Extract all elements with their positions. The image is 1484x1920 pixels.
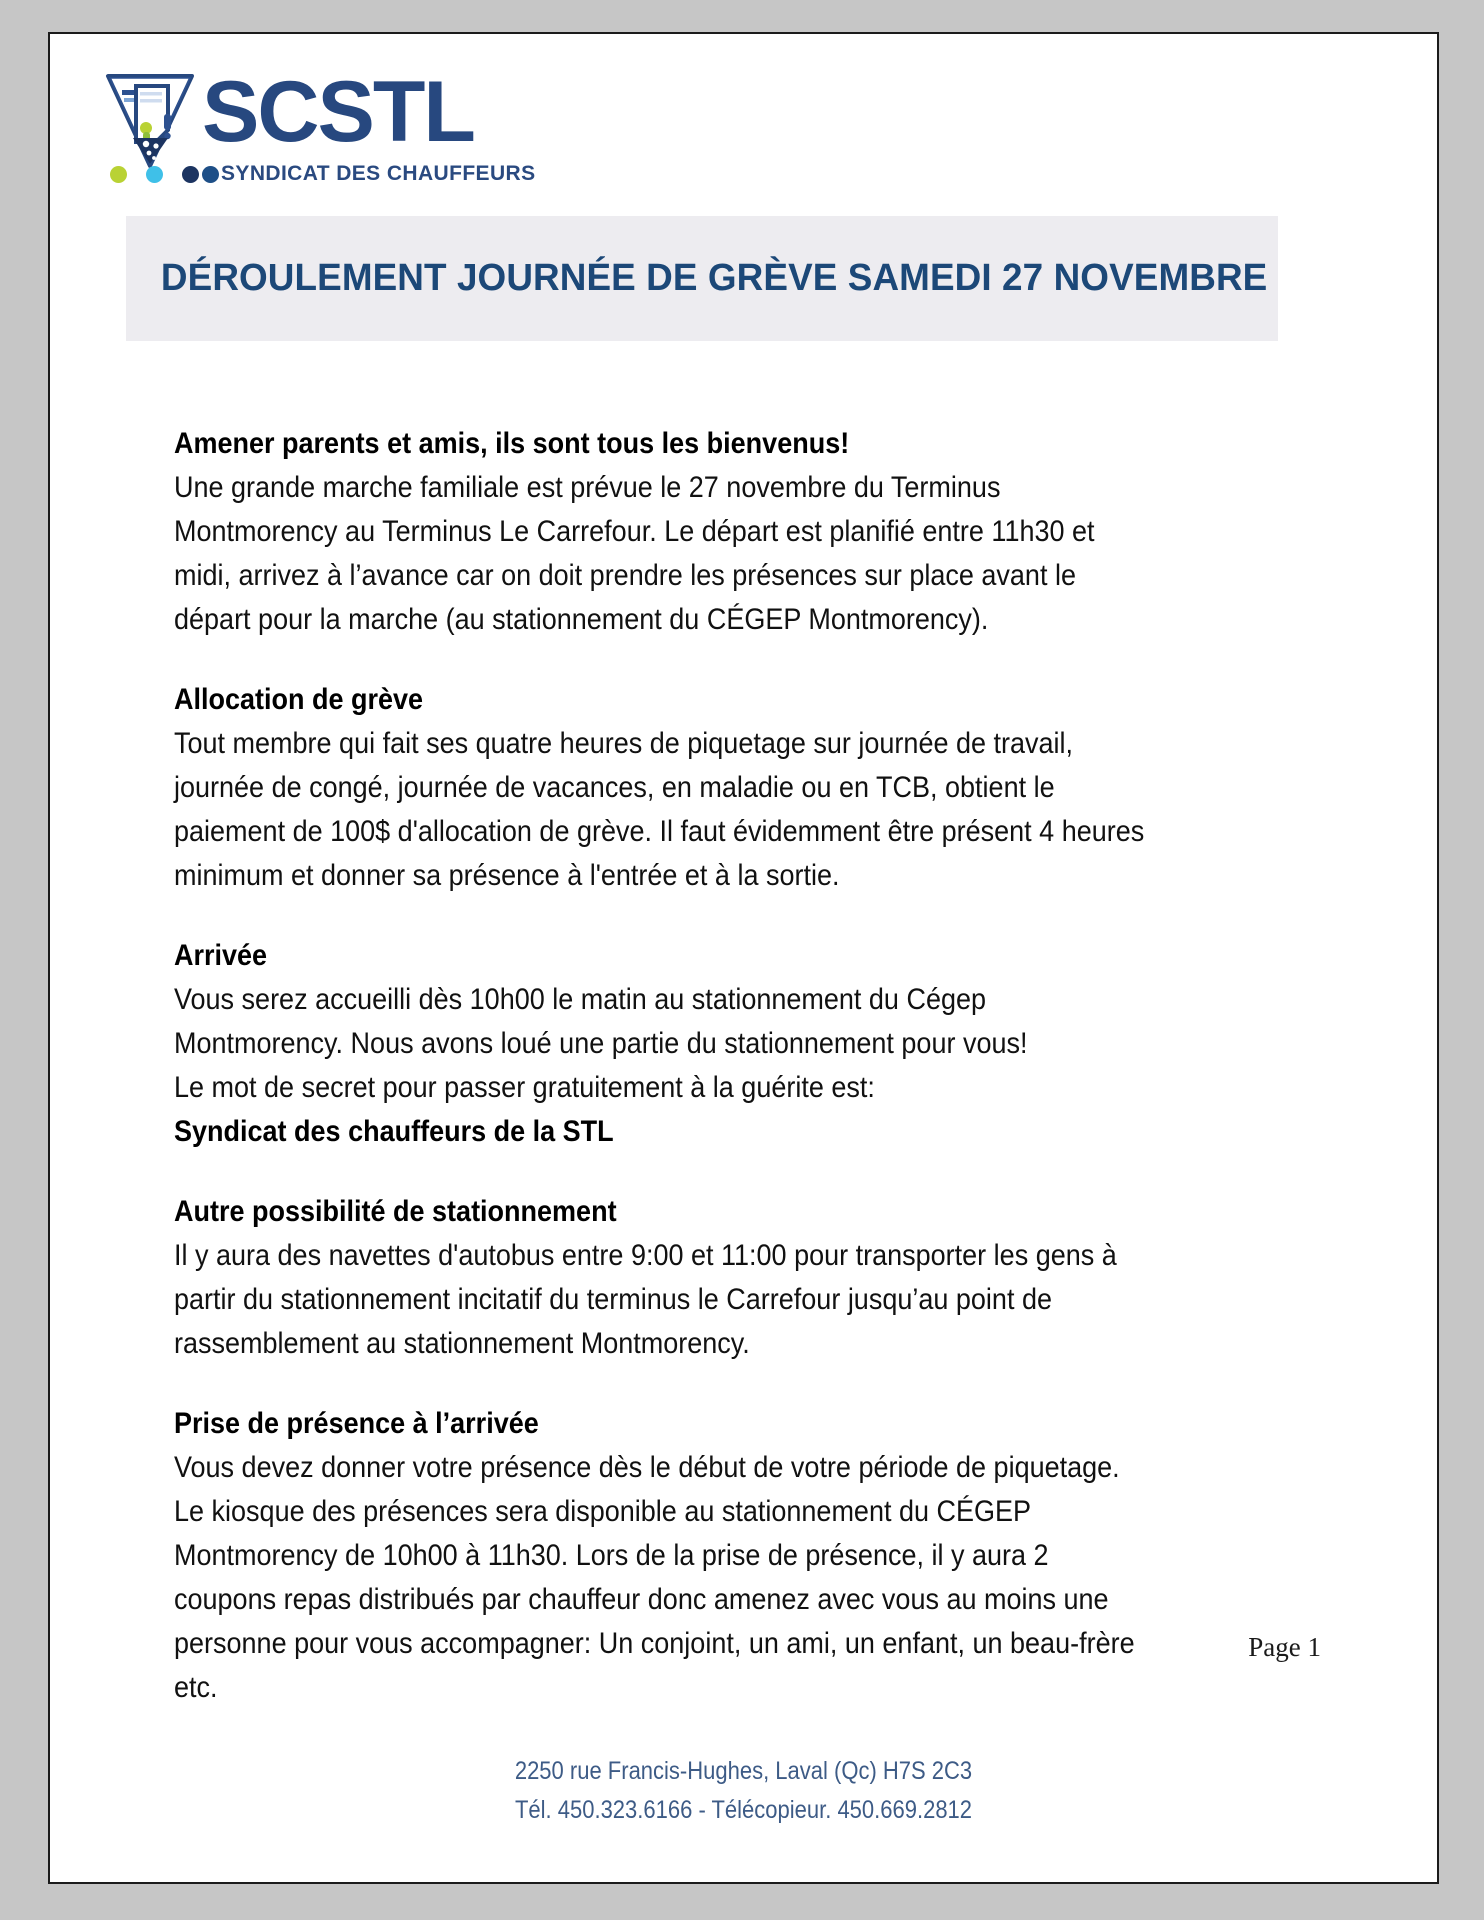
document-section: [174, 422, 1374, 642]
paragraph-line: etc.: [174, 1671, 218, 1704]
page-title: DÉROULEMENT JOURNÉE DE GRÈVE SAMEDI 27 NOVEMBRE: [160, 257, 1268, 299]
section-paragraph: [174, 1234, 1373, 1366]
section-paragraph: [174, 722, 1373, 898]
logo-dot-blue: [202, 166, 219, 183]
paragraph-line: Une grande marche familiale est prévue le 27 novembre du Terminus: [174, 471, 1001, 504]
funnel-triangle-logo-icon: [102, 68, 198, 172]
document-section: [174, 1402, 1374, 1710]
paragraph-line: Vous serez accueilli dès 10h00 le matin au stationnement du Cégep: [174, 983, 987, 1016]
paragraph-line: Le kiosque des présences sera disponible au stationnement du CÉGEP: [174, 1495, 1032, 1528]
paragraph-line: paiement de 100$ d'allocation de grève. Il faut évidemment être présent 4 heures: [174, 815, 1145, 848]
footer-contact: Tél. 450.323.6166 - Télécopieur. 450.669.2812: [514, 1796, 973, 1824]
page-margin-bottom: [0, 1884, 1484, 1920]
paragraph-line: coupons repas distribués par chauffeur donc amenez avec vous au moins une: [174, 1583, 1109, 1616]
logo-dot-navy: [182, 166, 199, 183]
page-margin-top: [0, 0, 1484, 32]
paragraph-line: Tout membre qui fait ses quatre heures de piquetage sur journée de travail,: [174, 727, 1074, 760]
logo-dot-green: [110, 166, 127, 183]
page-margin-right: [1439, 0, 1484, 1920]
paragraph-line: minimum et donner sa présence à l'entrée et à la sortie.: [174, 859, 840, 892]
logo-tagline-text: SYNDICAT DES CHAUFFEURS: [221, 162, 536, 185]
paragraph-line: Il y aura des navettes d'autobus entre 9:00 et 11:00 pour transporter les gens à: [174, 1239, 1117, 1272]
page-border-frame: [48, 32, 1439, 1884]
paragraph-line: Le mot de secret pour passer gratuitement à la guérite est:: [174, 1071, 875, 1104]
body-sections: [174, 422, 1374, 1710]
page-number: Page 1: [1248, 1632, 1321, 1662]
section-paragraph: [174, 466, 1373, 642]
section-paragraph: [174, 1446, 1373, 1710]
scstl-logo: [102, 64, 536, 188]
paragraph-line: partir du stationnement incitatif du terminus le Carrefour jusqu’au point de: [174, 1283, 1052, 1316]
paragraph-line: midi, arrivez à l’avance car on doit prendre les présences sur place avant le: [174, 559, 1076, 592]
document-content: [50, 34, 1437, 1882]
paragraph-line: journée de congé, journée de vacances, en maladie ou en TCB, obtient le: [174, 771, 1055, 804]
document-section: [174, 1190, 1374, 1366]
logo-tagline: [110, 162, 536, 186]
paragraph-line: Montmorency au Terminus Le Carrefour. Le départ est planifié entre 11h30 et: [174, 515, 1095, 548]
footer-address: 2250 rue Francis-Hughes, Laval (Qc) H7S 2C3: [514, 1757, 973, 1785]
logo-wordmark: SCSTL: [202, 64, 474, 160]
section-heading: Prise de présence à l’arrivée: [174, 1407, 539, 1440]
section-paragraph: [174, 978, 1373, 1110]
section-heading: Autre possibilité de stationnement: [174, 1195, 617, 1228]
paragraph-line: départ pour la marche (au stationnement du CÉGEP Montmorency).: [174, 603, 989, 636]
paragraph-line: rassemblement au stationnement Montmorency.: [174, 1327, 750, 1360]
footer: [50, 1752, 1437, 1830]
section-heading: Arrivée: [174, 939, 268, 972]
logo-dot-cyan: [146, 166, 163, 183]
paragraph-line: personne pour vous accompagner: Un conjoint, un ami, un enfant, un beau-frère: [174, 1627, 1135, 1660]
document-section: [174, 934, 1374, 1154]
paragraph-line: Montmorency. Nous avons loué une partie du stationnement pour vous!: [174, 1027, 1028, 1060]
title-banner: [126, 216, 1278, 341]
paragraph-line: Vous devez donner votre présence dès le début de votre période de piquetage.: [174, 1451, 1120, 1484]
section-heading: Amener parents et amis, ils sont tous les bienvenus!: [174, 427, 850, 460]
paragraph-line: Montmorency de 10h00 à 11h30. Lors de la prise de présence, il y aura 2: [174, 1539, 1049, 1572]
document-section: [174, 678, 1374, 898]
section-emphasis-line: Syndicat des chauffeurs de la STL: [174, 1115, 614, 1148]
page-margin-left: [0, 0, 48, 1920]
section-heading: Allocation de grève: [174, 683, 424, 716]
